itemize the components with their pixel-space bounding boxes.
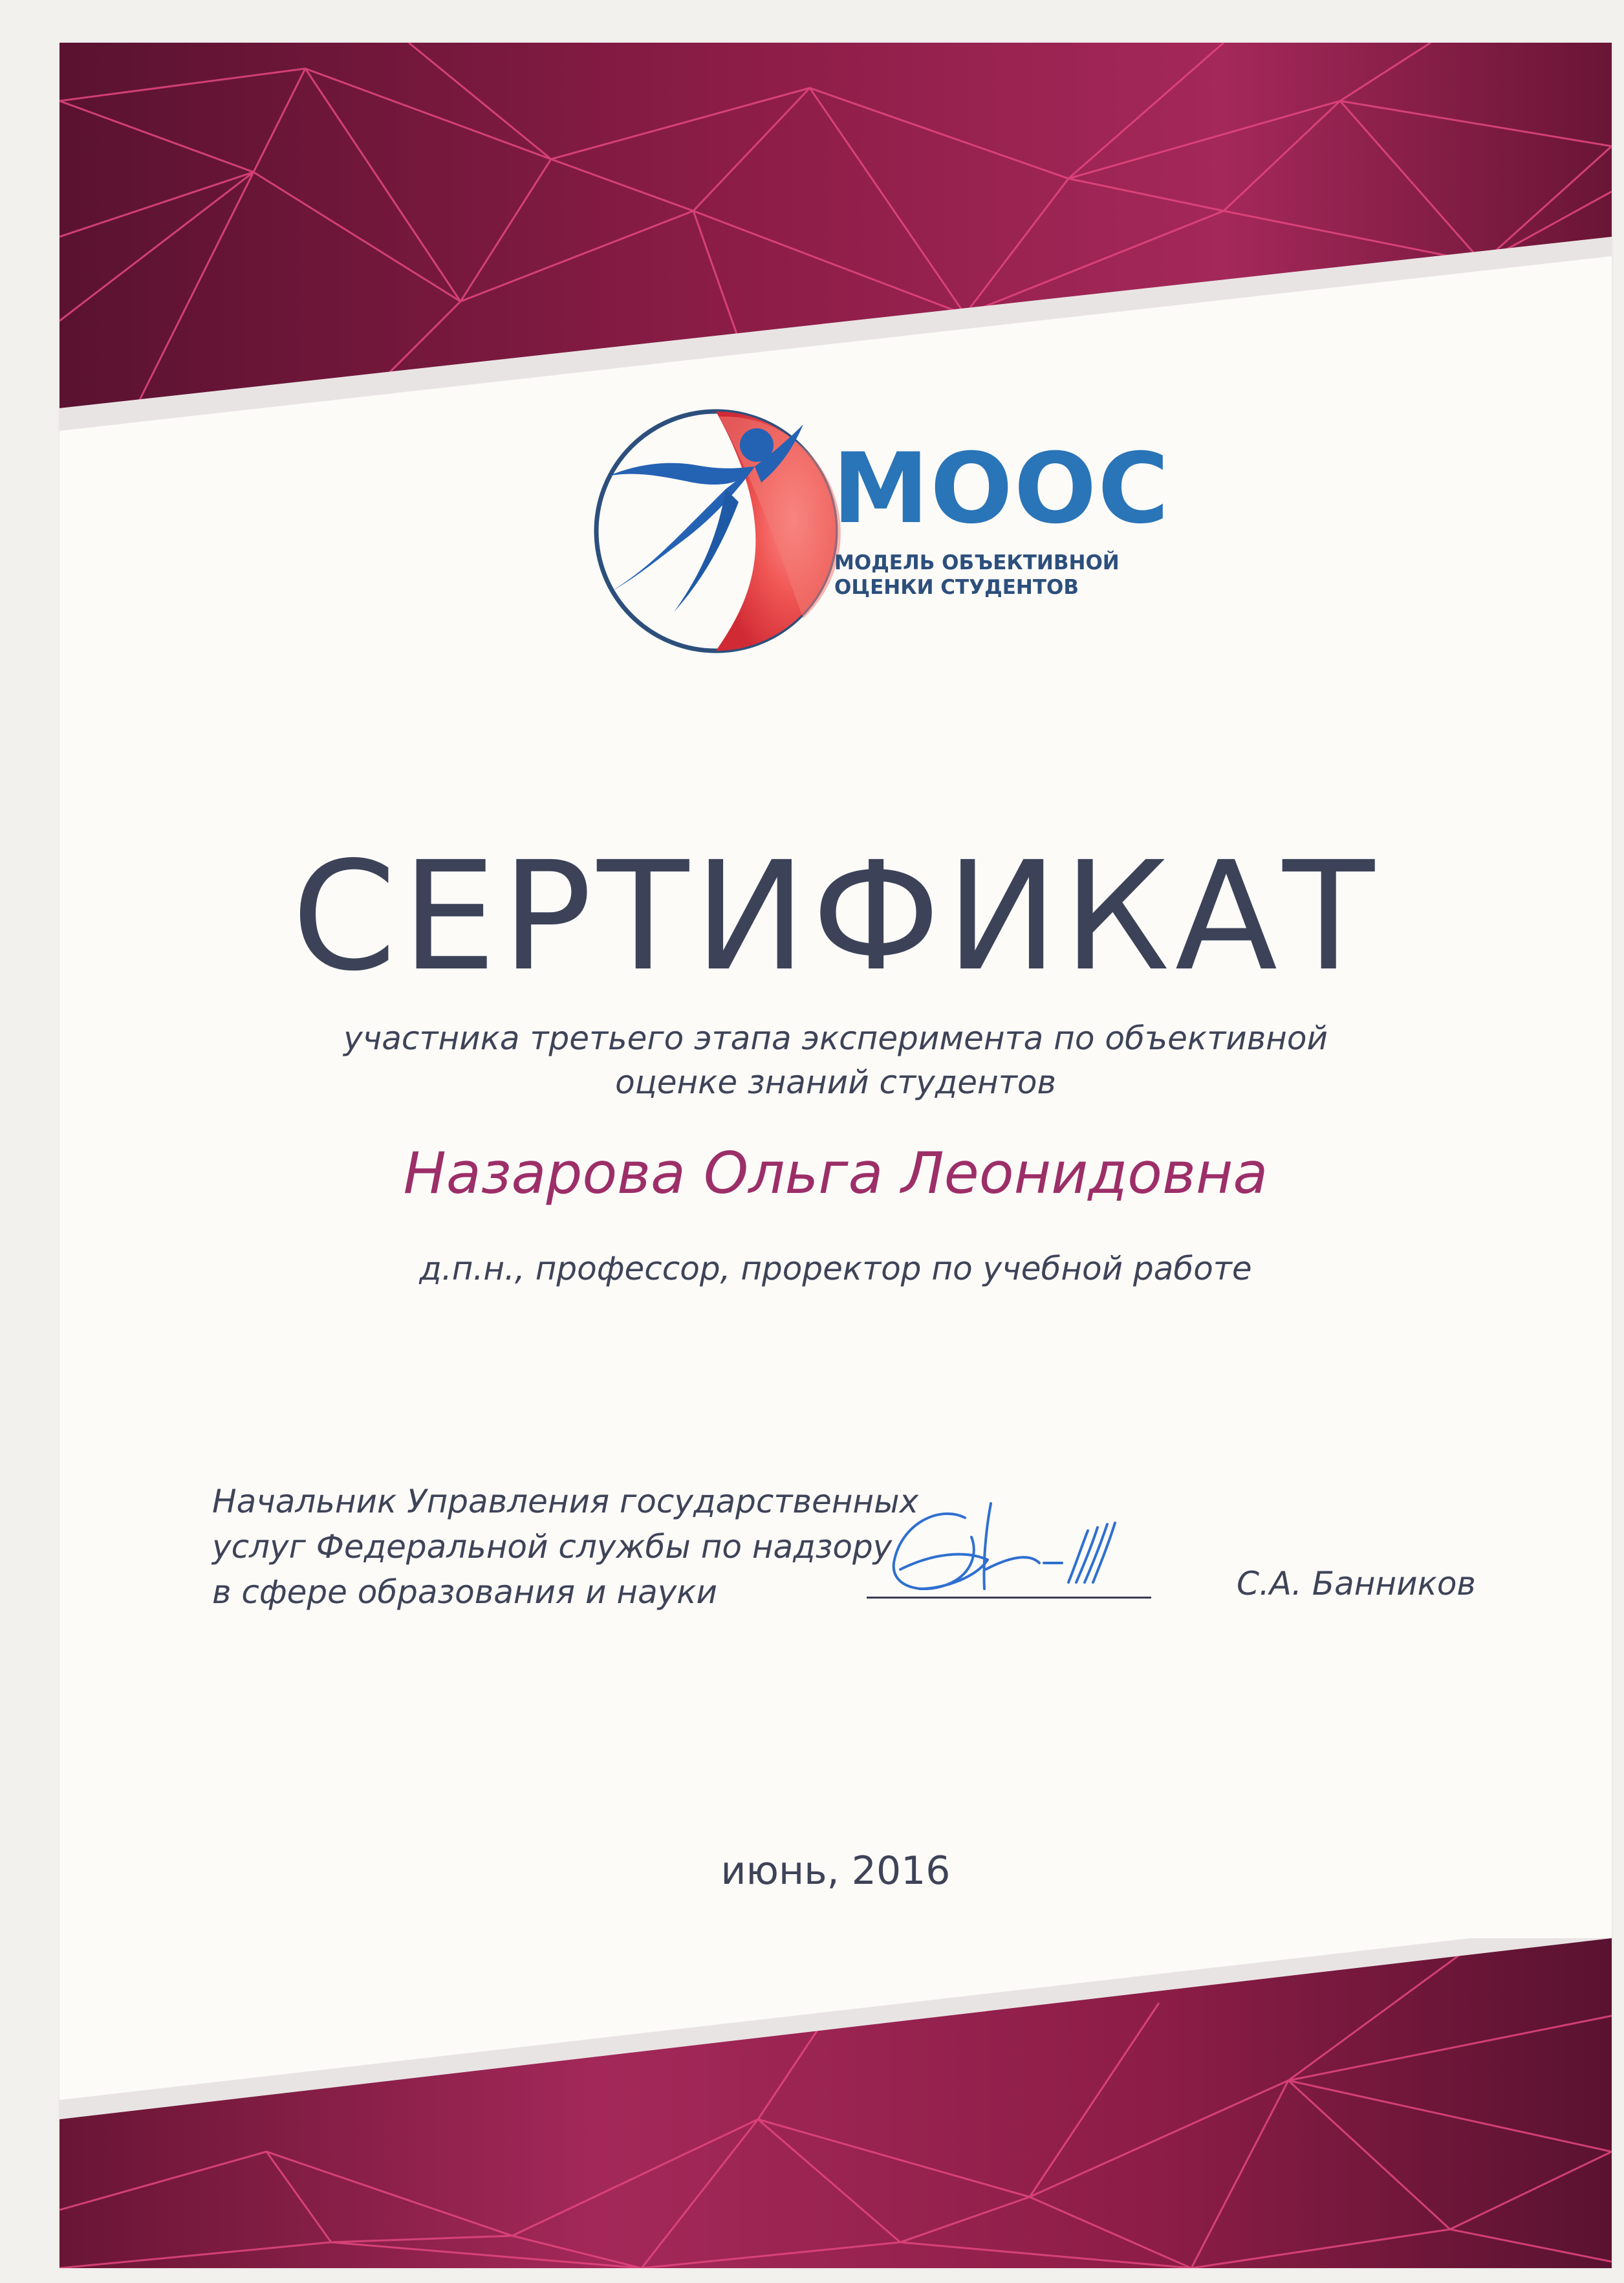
signer-title-line1: Начальник Управления государственных xyxy=(212,1483,919,1520)
bottom-decorative-band xyxy=(60,1938,1612,2268)
logo-subtitle xyxy=(834,551,1158,600)
top-decorative-band xyxy=(60,43,1612,444)
certificate-sheet xyxy=(60,43,1612,2268)
signer-name: С.А. Банников xyxy=(1237,1565,1476,1602)
running-figure-emblem-icon xyxy=(590,405,842,657)
recipient-position: д.п.н., профессор, проректор по учебной работе xyxy=(419,1250,1252,1287)
logo-acronym: МООС xyxy=(832,433,1171,545)
signer-title-line2: услуг Федеральной службы по надзору xyxy=(212,1528,893,1566)
logo-subtitle-line1: МОДЕЛЬ ОБЪЕКТИВНОЙ xyxy=(834,551,1120,574)
signer-title-line3: в сфере образования и науки xyxy=(212,1573,718,1611)
handwritten-signature xyxy=(874,1492,1146,1621)
subtitle-line2: оценке знаний студентов xyxy=(615,1064,1056,1101)
certificate-subtitle xyxy=(254,1016,1418,1104)
logo-subtitle-line2: ОЦЕНКИ СТУДЕНТОВ xyxy=(834,576,1079,599)
recipient-name: Назарова Ольга Леонидовна xyxy=(403,1140,1268,1207)
moos-logo xyxy=(590,405,1172,657)
signer-title xyxy=(212,1479,937,1615)
signature-line xyxy=(867,1597,1151,1599)
subtitle-line1: участника третьего этапа эксперимента по объективной xyxy=(343,1020,1328,1057)
issue-date: июнь, 2016 xyxy=(720,1848,951,1894)
certificate-title: СЕРТИФИКАТ xyxy=(291,829,1380,1004)
